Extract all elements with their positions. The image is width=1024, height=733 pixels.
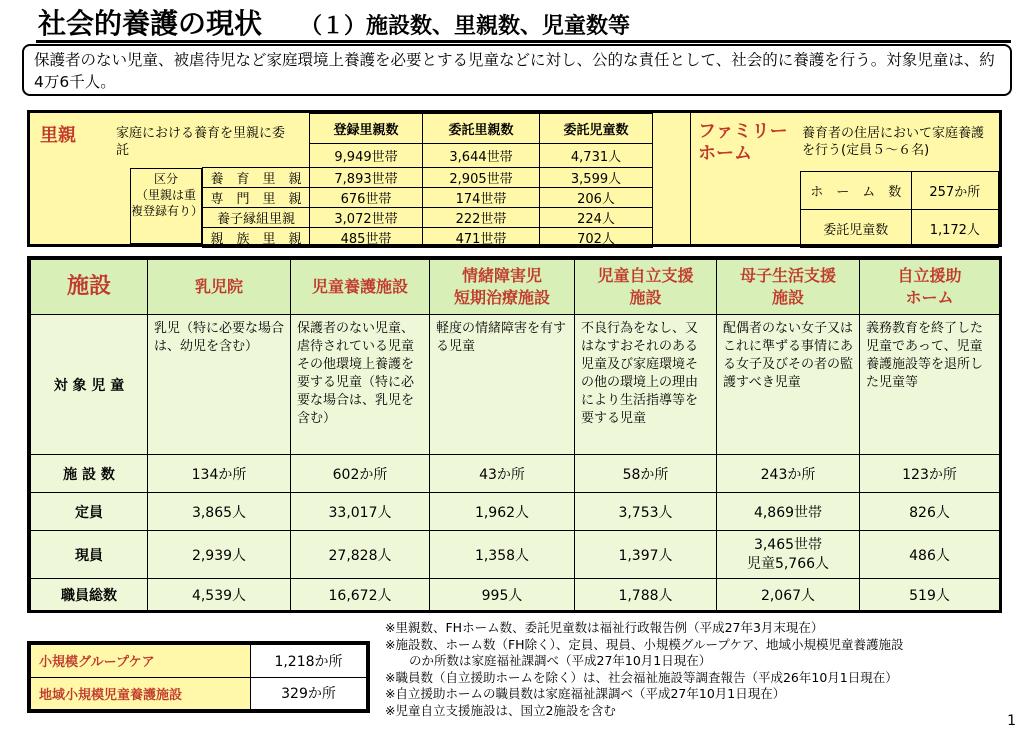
row-label: 職員総数 bbox=[31, 579, 148, 611]
col-header: 母子生活支援 施設 bbox=[717, 260, 860, 315]
total-children: 4,731人 bbox=[540, 144, 653, 168]
table-row: 委託児童数 1,172人 bbox=[801, 210, 999, 248]
row-name: 専 門 里 親 bbox=[203, 188, 310, 208]
note: ※施設数、ホーム数（FH除く）、定員、現員、小規模グループケア、地域小規模児童養護施設 bbox=[385, 636, 904, 652]
table-row: 定員 3,865人 33,017人 1,962人 3,753人 4,869世帯 826人 bbox=[31, 493, 1000, 531]
col-children: 委託児童数 bbox=[540, 114, 653, 144]
page-title bbox=[38, 2, 630, 42]
note: ※自立援助ホームの職員数は家庭福祉課調べ（平成27年10月1日現在） bbox=[385, 686, 786, 702]
table-row: 養子縁組里親 3,072世帯 222世帯 224人 bbox=[203, 208, 653, 228]
small-scale-box bbox=[27, 641, 370, 713]
table-row: 対 象 児 童 乳児（特に必要な場合は、幼児を含む） 保護者のない児童、虐待されている児童その他環境上養護を要する児童（特に必要な場合は、乳児を含む） 軽度の情緒障害を有する児童 不良行為をなし、又はなすおそれのある児童及び家庭環境その他の環境上の理由により生活指導等を要する児童 配偶者のない女子又はこれに準ずる事情にある女子及びその者の監護すべき児童 義務教育を終了した児童であって、児童養護施設等を退所した児童等 bbox=[31, 315, 1000, 455]
category-box bbox=[130, 168, 202, 244]
title-main: 社会的養護の現状 bbox=[38, 7, 263, 40]
shisetsu-table bbox=[30, 259, 1000, 611]
family-home-description: 養育者の住居において家庭養護を行う(定員５～６名) bbox=[802, 126, 985, 158]
col-header: 児童養護施設 bbox=[291, 260, 430, 315]
family-home-table bbox=[800, 171, 999, 248]
satooya-table bbox=[202, 113, 653, 248]
total-registered: 9,949世帯 bbox=[310, 144, 423, 168]
table-row: 養 育 里 親 7,893世帯 2,905世帯 3,599人 bbox=[203, 168, 653, 188]
page-number: 1 bbox=[1007, 713, 1016, 729]
note: のか所数は家庭福祉課調べ（平成27年10月1日現在） bbox=[409, 653, 712, 669]
note: ※職員数（自立援助ホームを除く）は、社会福祉施設等調査報告（平成26年10月1日現在） bbox=[385, 669, 898, 685]
intro-box: 保護者のない児童、被虐待児など家庭環境上養護を必要とする児童などに対し、公的な責任として、社会的に養護を行う。対象児童は、約4万6千人。 bbox=[22, 44, 1012, 96]
category-note: （里親は重複登録有り） bbox=[131, 188, 204, 218]
note: ※児童自立支援施設は、国立2施設を含む bbox=[385, 702, 616, 718]
title-subtitle: （１）施設数、里親数、児童数等 bbox=[300, 14, 631, 39]
table-row: 職員総数 4,539人 16,672人 995人 1,788人 2,067人 519人 bbox=[31, 579, 1000, 611]
row-label: 施 設 数 bbox=[31, 455, 148, 493]
row-name: 親 族 里 親 bbox=[203, 228, 310, 248]
row-label: 現員 bbox=[31, 531, 148, 579]
shisetsu-label: 施設 bbox=[31, 260, 148, 315]
row-label: 対 象 児 童 bbox=[31, 315, 148, 455]
footnotes bbox=[385, 620, 1005, 720]
satooya-description: 家庭における養育を里親に委託 bbox=[116, 126, 286, 158]
category-label: 区分 bbox=[153, 172, 178, 186]
col-header: 児童自立支援 施設 bbox=[575, 260, 717, 315]
title-underline bbox=[36, 40, 1011, 43]
shisetsu-section bbox=[27, 256, 1002, 613]
row-label: 定員 bbox=[31, 493, 148, 531]
divider bbox=[690, 113, 691, 244]
table-row: 施 設 数 134か所 602か所 43か所 58か所 243か所 123か所 bbox=[31, 455, 1000, 493]
table-row: 現員 2,939人 27,828人 1,358人 1,397人 3,465世帯 児童5,766人 486人 bbox=[31, 531, 1000, 579]
row-name: 養 育 里 親 bbox=[203, 168, 310, 188]
satooya-section bbox=[27, 110, 1002, 247]
col-header: 乳児院 bbox=[148, 260, 291, 315]
table-row: 専 門 里 親 676世帯 174世帯 206人 bbox=[203, 188, 653, 208]
total-entrusted: 3,644世帯 bbox=[423, 144, 540, 168]
table-row: 親 族 里 親 485世帯 471世帯 702人 bbox=[203, 228, 653, 248]
satooya-label: 里親 bbox=[40, 125, 76, 146]
col-registered: 登録里親数 bbox=[310, 114, 423, 144]
note: ※里親数、FHホーム数、委託児童数は福祉行政報告例（平成27年3月末現在） bbox=[385, 620, 824, 635]
table-row: 地域小規模児童養護施設 329か所 bbox=[31, 677, 367, 710]
table-row: 小規模グループケア 1,218か所 bbox=[31, 645, 367, 678]
table-row: ホ ー ム 数 257か所 bbox=[801, 172, 999, 210]
row-name: 養子縁組里親 bbox=[203, 208, 310, 228]
col-header: 自立援助 ホーム bbox=[860, 260, 1000, 315]
family-home-label: ファミリー ホーム bbox=[698, 121, 788, 164]
col-header: 情緒障害児 短期治療施設 bbox=[430, 260, 575, 315]
col-entrusted: 委託里親数 bbox=[423, 114, 540, 144]
